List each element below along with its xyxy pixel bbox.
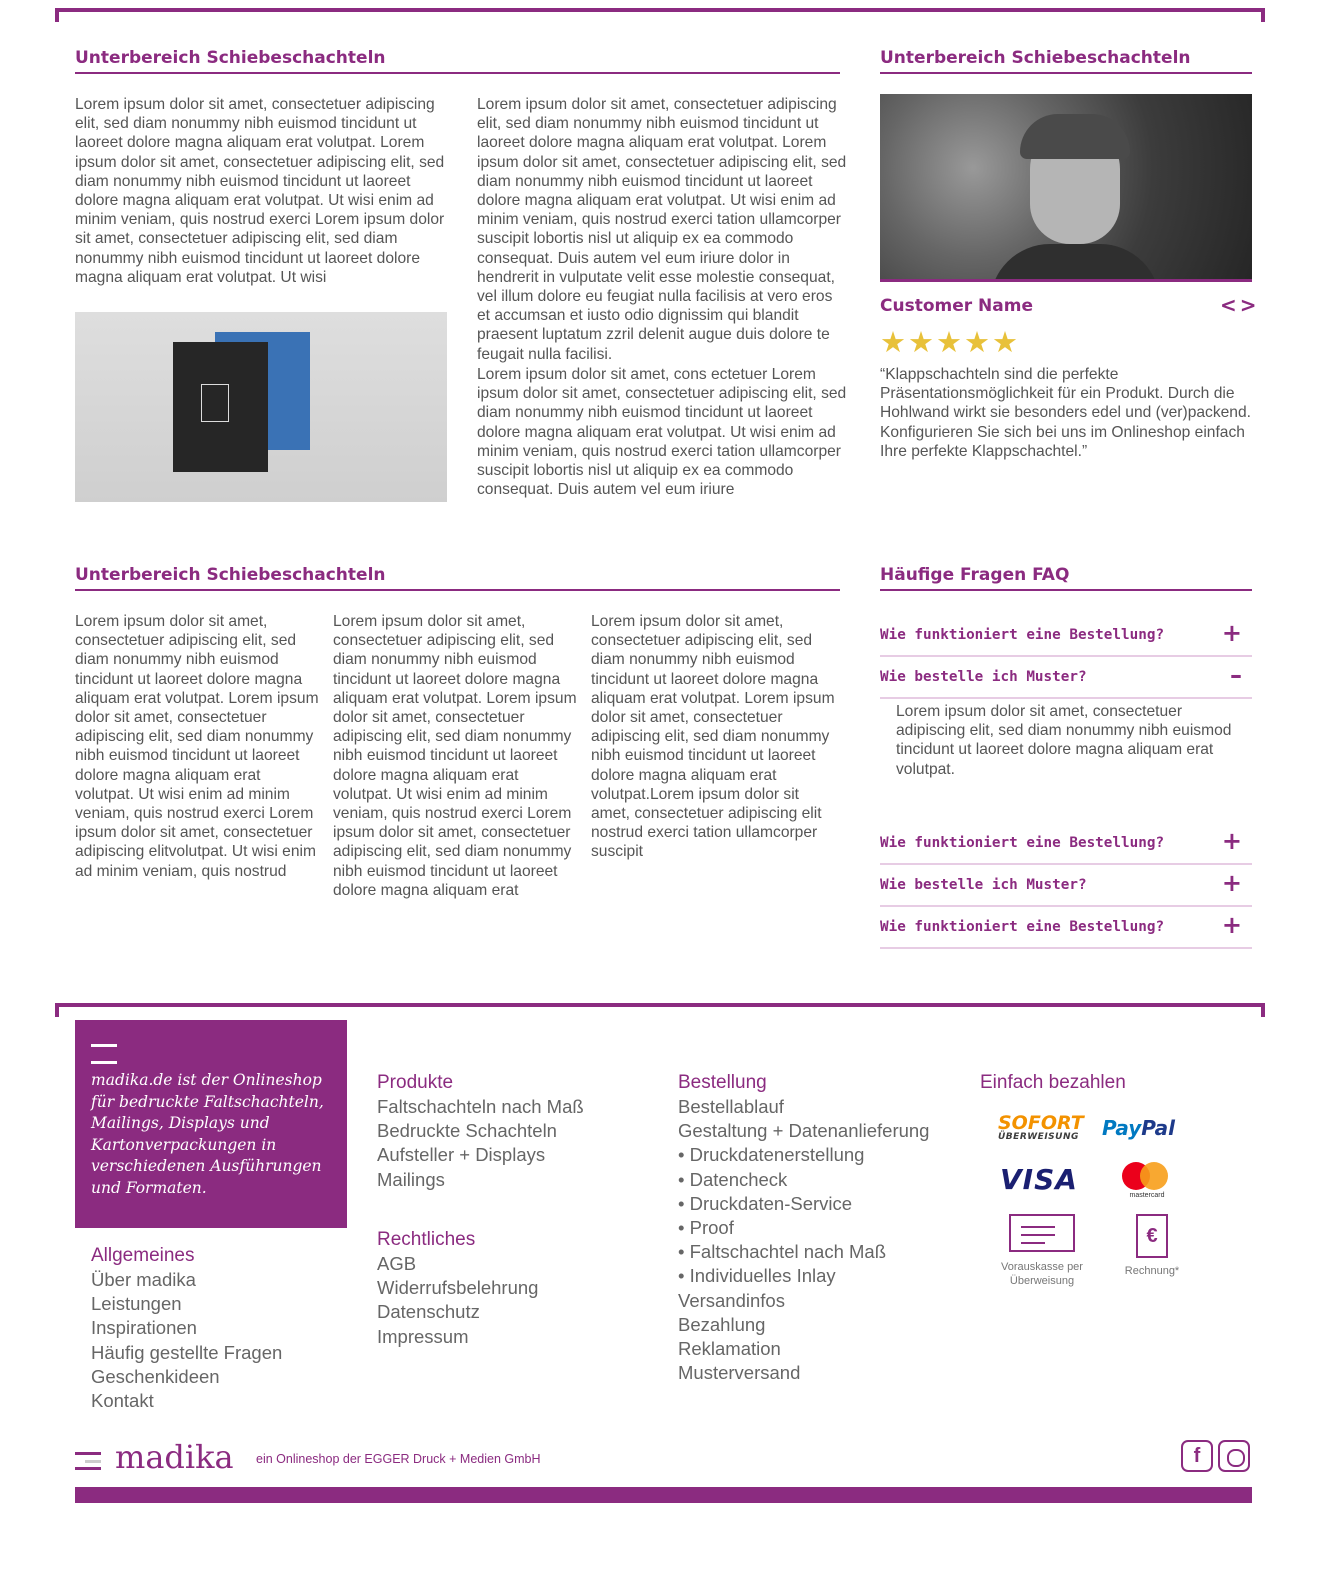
paypal-logo <box>1102 1116 1175 1140</box>
photo-body-shape <box>990 244 1160 282</box>
form-line <box>1021 1242 1045 1244</box>
customer-name: Customer Name <box>880 296 1033 316</box>
section2-col2-text: Lorem ipsum dolor sit amet, consectetuer adipiscing elit, sed diam nonummy nibh euismod tincidunt ut laoreet dolore magna aliquam erat volutpat. Lorem ipsum dolor sit amet, consectetuer adipiscing elit, sed diam nonummy nibh euismod tincidunt ut laoreet dolore magna aliquam erat volutpat. Ut wisi enim ad minim veniam, quis nostrud exerci Lorem ipsum dolor sit amet, consectetuer adipiscing elit, sed diam nonummy nibh euismod tincidunt ut laoreet dolore magna aliquam erat <box>333 613 577 899</box>
transfer-form-icon <box>1009 1214 1075 1252</box>
facebook-icon[interactable]: f <box>1181 1440 1213 1472</box>
footer-link[interactable]: AGB <box>377 1253 417 1274</box>
footer-link[interactable]: Widerrufsbelehrung <box>377 1277 539 1299</box>
faq-item[interactable] <box>880 615 1252 657</box>
faq-question: Wie funktioniert eine Bestellung? <box>880 835 1165 851</box>
form-line <box>1021 1234 1055 1236</box>
sofort-logo <box>998 1114 1084 1143</box>
invoice-euro-icon: € <box>1136 1214 1168 1258</box>
expand-icon[interactable]: + <box>1221 869 1242 897</box>
footer-allgemeines-title: Allgemeines <box>91 1245 195 1266</box>
mastercard-label: mastercard <box>1129 1192 1165 1199</box>
footer-link[interactable]: Mailings <box>377 1168 445 1190</box>
expand-icon[interactable]: + <box>1221 911 1242 939</box>
footer-intro-text: madika.de ist der Onlineshop für bedruckte Faltschachteln, Mailings, Displays und Kartonverpackungen in verschiedenen Ausführungen und Formaten. <box>91 1071 324 1197</box>
rechnung-payment <box>1117 1214 1187 1278</box>
footer-link[interactable]: Häufig gestellte Fragen <box>91 1341 283 1363</box>
footer-intro-box <box>75 1020 347 1228</box>
collapse-icon[interactable]: – <box>1230 661 1242 689</box>
section2-heading: Unterbereich Schiebeschachteln <box>75 565 840 591</box>
faq-item[interactable] <box>880 865 1252 907</box>
madika-logo-icon <box>75 1452 101 1470</box>
photo-cap-shape <box>1020 114 1130 159</box>
footer-link[interactable]: Über madika <box>91 1269 196 1290</box>
faq-question: Wie bestelle ich Muster? <box>880 669 1087 685</box>
rating-stars: ★★★★★ <box>880 327 1020 359</box>
product-image-slide-boxes <box>75 312 447 502</box>
footer-produkte-list <box>377 1095 584 1192</box>
footer-link[interactable]: • Druckdaten-Service <box>678 1192 853 1214</box>
section1-col1-text: Lorem ipsum dolor sit amet, consectetuer adipiscing elit, sed diam nonummy nibh euismod tincidunt ut laoreet dolore magna aliquam erat volutpat. Lorem ipsum dolor sit amet, consectetuer adipiscing elit, sed diam nonummy nibh euismod tincidunt ut laoreet dolore magna aliquam erat volutpat. Ut wisi enim ad minim veniam, quis nostrud exerci Lorem ipsum dolor sit amet, consectetuer adipiscing elit, sed diam nonummy nibh euismod tincidunt ut laoreet dolore magna aliquam erat volutpat. Ut wisi <box>75 96 445 286</box>
footer-bestellung-title: Bestellung <box>678 1072 767 1093</box>
footer-bestellung-list <box>678 1095 929 1385</box>
faq-question: Wie funktioniert eine Bestellung? <box>880 627 1165 643</box>
footer-link[interactable]: • Proof <box>678 1217 734 1239</box>
section1-heading: Unterbereich Schiebeschachteln <box>75 48 840 74</box>
footer-bottom-bar <box>75 1487 1252 1503</box>
footer-link[interactable]: • Druckdatenerstellung <box>678 1144 865 1166</box>
paypal-logo-pay: Pay <box>1102 1116 1142 1140</box>
rechnung-label: Rechnung* <box>1124 1265 1180 1277</box>
footer-link[interactable]: • Faltschachtel nach Maß <box>678 1241 887 1263</box>
faq-question: Wie funktioniert eine Bestellung? <box>880 919 1165 935</box>
box-logo-mark <box>201 384 229 422</box>
customer-photo <box>880 94 1252 282</box>
footer-link[interactable]: • Datencheck <box>678 1168 788 1190</box>
testimonial-quote: “Klappschachteln sind die perfekte Präsentationsmöglichkeit für ein Produkt. Durch die Hohlwand wirkt sie besonders edel und (ver)packend. Konfigurieren Sie sich bei uns im Onlineshop einfach Ihre perfekte Klappschachtel.” <box>880 366 1251 460</box>
faq-answer: Lorem ipsum dolor sit amet, consectetuer adipiscing elit, sed diam nonummy nibh euismod tincidunt ut laoreet dolore magna aliquam erat volutpat. <box>896 703 1232 778</box>
paypal-logo-pal: Pal <box>1141 1116 1176 1140</box>
footer-link[interactable]: Faltschachteln nach Maß <box>377 1096 584 1117</box>
footer-allgemeines-list <box>91 1268 282 1413</box>
faq-item[interactable] <box>880 823 1252 865</box>
footer-link[interactable]: Bezahlung <box>678 1313 766 1335</box>
section1-col2-text-b: Lorem ipsum dolor sit amet, cons ectetuer Lorem ipsum dolor sit amet, consectetuer adipiscing elit, sed diam nonummy nibh euismod tincidunt ut laoreet dolore magna aliquam erat volutpat. Ut wisi enim ad minim veniam, quis nostrud exerci tation ullamcorper suscipit lobortis nisl ut aliquip ex ea commodo consequat. Duis autem vel eum iriure <box>477 366 847 499</box>
expand-icon[interactable]: + <box>1221 619 1242 647</box>
footer-link[interactable]: Reklamation <box>678 1338 781 1360</box>
testimonial-heading: Unterbereich Schiebeschachteln <box>880 48 1252 74</box>
footer-link[interactable]: Geschenkideen <box>91 1365 220 1387</box>
footer-link[interactable]: Impressum <box>377 1325 469 1347</box>
mastercard-logo <box>1122 1162 1172 1200</box>
faq-item[interactable] <box>880 907 1252 949</box>
brand-name: madika <box>115 1438 234 1476</box>
footer-rechtliches-list <box>377 1252 538 1349</box>
faq-question: Wie bestelle ich Muster? <box>880 877 1087 893</box>
madika-mini-logo-icon <box>91 1044 117 1064</box>
sofort-logo-text: SOFORT <box>998 1112 1084 1134</box>
vorauskasse-label: Vorauskasse per Überweisung <box>1001 1261 1083 1287</box>
footer-rechtliches-title: Rechtliches <box>377 1229 476 1250</box>
footer-link[interactable]: Datenschutz <box>377 1301 480 1323</box>
footer-bracket-divider <box>55 1003 1265 1017</box>
footer-link[interactable]: Versandinfos <box>678 1289 785 1311</box>
vorauskasse-payment <box>996 1214 1088 1288</box>
form-line <box>1021 1226 1055 1228</box>
footer-link[interactable]: Inspirationen <box>91 1317 197 1339</box>
footer-link[interactable]: Leistungen <box>91 1293 182 1315</box>
instagram-icon[interactable] <box>1218 1440 1250 1472</box>
section1-col2-text: Lorem ipsum dolor sit amet, consectetuer adipiscing elit, sed diam nonummy nibh euismod tincidunt ut laoreet dolore magna aliquam erat volutpat. Lorem ipsum dolor sit amet, consectetuer adipiscing elit, sed diam nonummy nibh euismod tincidunt ut laoreet dolore magna aliquam erat volutpat. Ut wisi enim ad minim veniam, quis nostrud exerci tation ullamcorper suscipit lobortis nisl ut aliquip ex ea commodo consequat. Duis autem vel eum iriure dolor in hendrerit in vulputate velit esse molestie consequat, vel illum dolore eu feugiat nulla facilisis at vero eros et accumsan et iusto odio dignissim qui blandit praesent luptatum zzril delenit augue duis dolore te feugait nulla facilisi. <box>477 96 847 363</box>
visa-logo: VISA <box>1000 1163 1078 1196</box>
top-bracket-divider <box>55 8 1265 22</box>
footer-link[interactable]: Gestaltung + Datenanlieferung <box>678 1120 930 1142</box>
black-box-shape <box>173 342 268 472</box>
testimonial-nav-arrows[interactable]: <> <box>1220 293 1260 317</box>
footer-link[interactable]: • Individuelles Inlay <box>678 1265 836 1287</box>
faq-item[interactable] <box>880 657 1252 699</box>
footer-link[interactable]: Kontakt <box>91 1390 154 1412</box>
footer-bezahlen-title: Einfach bezahlen <box>980 1072 1126 1093</box>
brand-subline: ein Onlineshop der EGGER Druck + Medien GmbH <box>256 1452 541 1466</box>
expand-icon[interactable]: + <box>1221 827 1242 855</box>
section2-col3-text: Lorem ipsum dolor sit amet, consectetuer adipiscing elit, sed diam nonummy nibh euismod tincidunt ut laoreet dolore magna aliquam erat volutpat. Lorem ipsum dolor sit amet, consectetuer adipiscing elit, sed diam nonummy nibh euismod tincidunt ut laoreet dolore magna aliquam erat volutpat.Lorem ipsum dolor sit amet, consectetuer adipiscing elit nostrud exerci tation ullamcorper suscipit <box>591 613 835 861</box>
footer-link[interactable]: Bedruckte Schachteln <box>377 1120 557 1142</box>
footer-link[interactable]: Bestellablauf <box>678 1096 784 1117</box>
footer-produkte-title: Produkte <box>377 1072 454 1093</box>
footer-link[interactable]: Musterversand <box>678 1362 801 1384</box>
faq-heading: Häufige Fragen FAQ <box>880 565 1252 591</box>
footer-link[interactable]: Aufsteller + Displays <box>377 1144 546 1166</box>
section2-col1-text: Lorem ipsum dolor sit amet, consectetuer adipiscing elit, sed diam nonummy nibh euismod tincidunt ut laoreet dolore magna aliquam erat volutpat. Lorem ipsum dolor sit amet, consectetuer adipiscing elit, sed diam nonummy nibh euismod tincidunt ut laoreet dolore magna aliquam erat volutpat. Ut wisi enim ad minim veniam, quis nostrud exerci Lorem ipsum dolor sit amet, consectetuer adipiscing elitvolutpat. Ut wisi enim ad minim veniam, quis nostrud <box>75 613 319 880</box>
mastercard-orange-circle <box>1140 1162 1168 1190</box>
sofort-logo-sub: ÜBERWEISUNG <box>998 1132 1079 1142</box>
